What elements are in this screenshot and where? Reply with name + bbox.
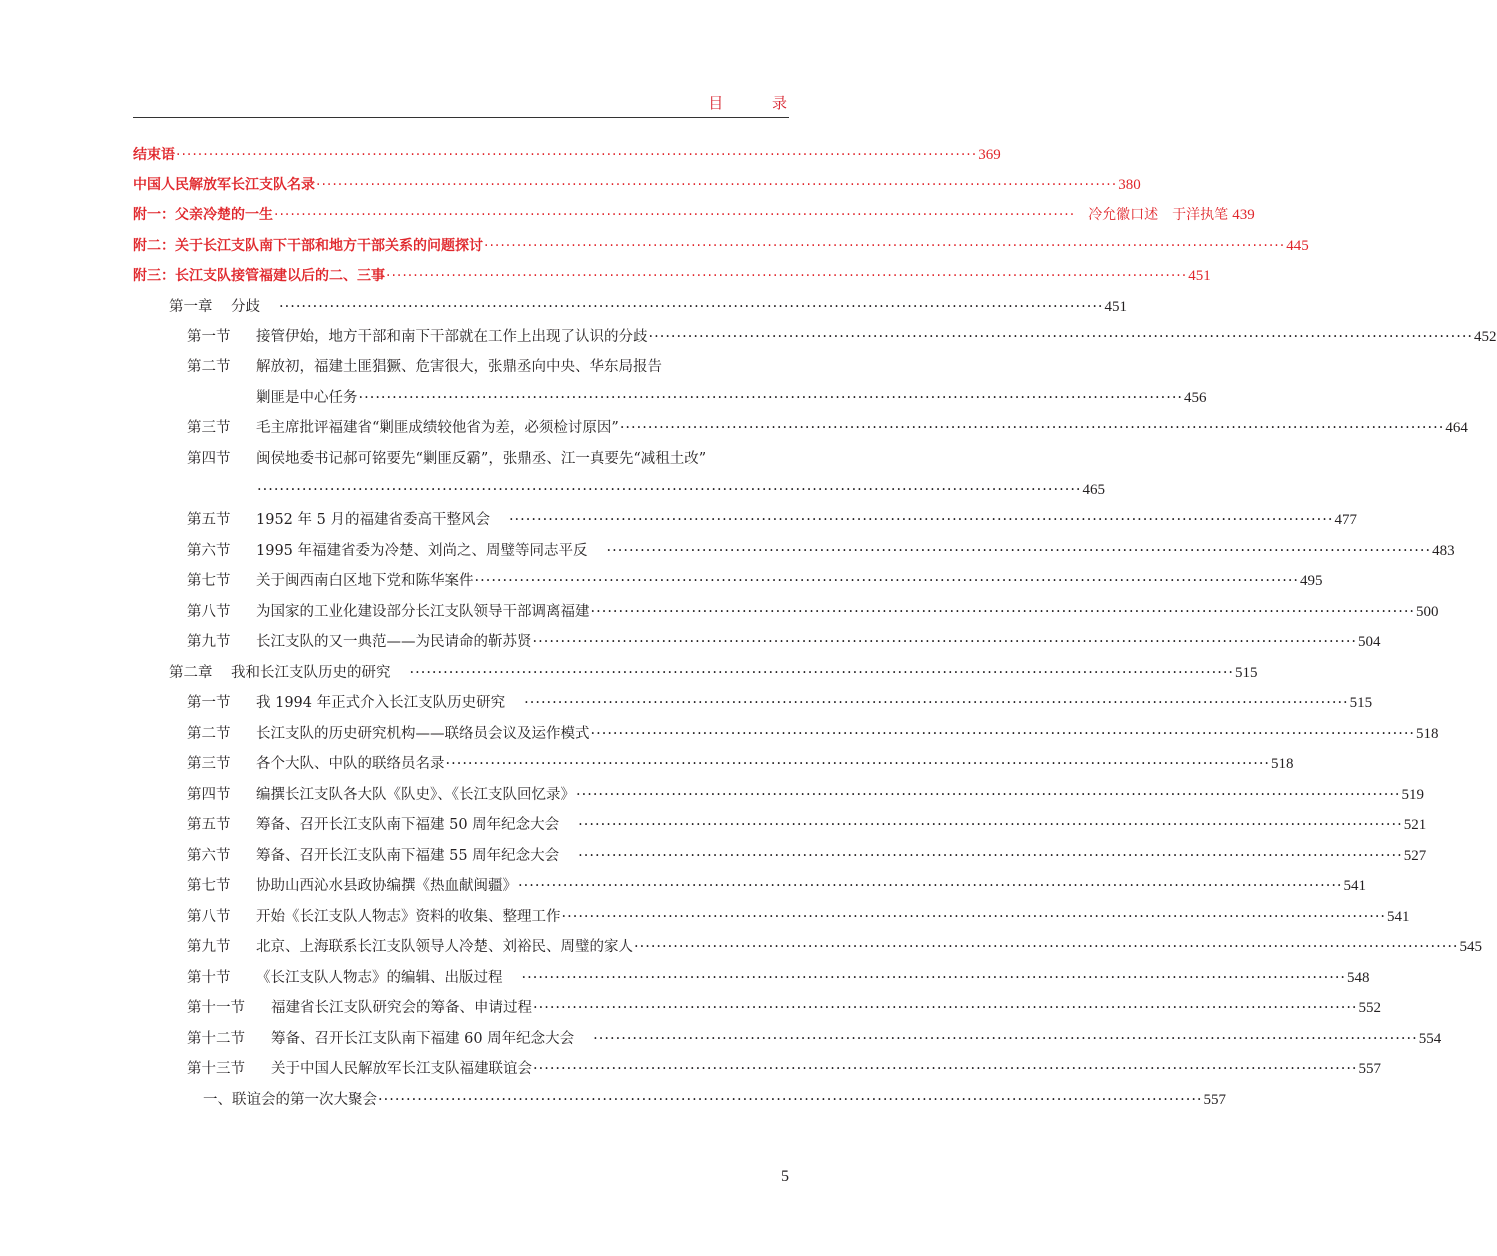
section-number: 第四节 [187, 451, 231, 467]
toc-entry-page: 552 [1358, 1000, 1382, 1016]
toc-section[interactable] [187, 815, 1427, 835]
leader-dots [274, 205, 1075, 225]
toc-section[interactable] [187, 632, 1381, 652]
leader-dots [576, 785, 1401, 805]
section-title: 北京、上海联系长江支队领导人冷楚、刘裕民、周璧的家人 [256, 939, 633, 955]
toc-chapter-1[interactable] [169, 297, 1128, 317]
toc-section[interactable] [187, 449, 789, 469]
section-number: 第四节 [187, 787, 231, 803]
toc-entry-page: 369 [978, 147, 1001, 163]
toc-entry-page: 518 [1271, 756, 1294, 772]
leader-dots [522, 968, 1347, 988]
section-title: 解放初，福建土匪猖獗、危害很大，张鼎丞向中央、华东局报告 [256, 359, 662, 375]
toc-section[interactable] [187, 602, 1439, 622]
section-title: 为国家的工业化建设部分长江支队领导干部调离福建 [256, 604, 590, 620]
toc-entry-page: 519 [1401, 787, 1425, 803]
section-title: 闽侯地委书记郝可铭要先“剿匪反霸”，张鼎丞、江一真要先“减租土改” [256, 451, 707, 467]
leader-dots [533, 1059, 1358, 1079]
toc-entry-page: 495 [1300, 573, 1323, 589]
toc-entry-page: 500 [1416, 604, 1439, 620]
section-title: 毛主席批评福建省“剿匪成绩较他省为差，必须检讨原因” [256, 420, 619, 436]
section-number: 第八节 [187, 604, 231, 620]
leader-dots [578, 846, 1403, 866]
section-number: 第七节 [187, 878, 231, 894]
leader-dots [316, 175, 1117, 195]
toc-entry-page: 515 [1349, 695, 1373, 711]
section-number: 第三节 [187, 420, 231, 436]
toc-entry-appendix-1[interactable] [133, 205, 1255, 225]
section-number: 第三节 [187, 756, 231, 772]
section-title: 编撰长江支队各大队《队史》、《长江支队回忆录》 [256, 787, 575, 803]
leader-dots [279, 297, 1104, 317]
leader-dots [176, 145, 977, 165]
toc-entry-title: 附三：长江支队接管福建以后的二、三事 [133, 268, 385, 284]
toc-entry-page: 451 [1104, 299, 1128, 315]
leader-dots [591, 724, 1416, 744]
toc-entry-page: 451 [1188, 268, 1211, 284]
toc-entry-author: 冷允徽口述 于洋执笔 [1088, 207, 1229, 223]
section-number: 第九节 [187, 634, 231, 650]
toc-section[interactable] [187, 998, 1382, 1018]
toc-entry-page: 380 [1118, 177, 1141, 193]
leader-dots [518, 876, 1343, 896]
section-title: 《长江支队人物志》的编辑、出版过程 [256, 970, 503, 986]
toc-entry-page: 545 [1459, 939, 1483, 955]
section-title: 我 1994 年正式介入长江支队历史研究 [256, 695, 506, 711]
chapter-title: 我和长江支队历史的研究 [231, 665, 391, 681]
leader-dots [649, 327, 1474, 347]
toc-section[interactable] [187, 968, 1370, 988]
toc-entry-page: 452 [1474, 329, 1497, 345]
toc-section[interactable] [187, 876, 1367, 896]
chapter-label: 第一章 [169, 299, 213, 315]
toc-entry-appendix-3[interactable] [133, 266, 1211, 286]
toc-entry-page: 439 [1232, 207, 1255, 223]
section-title: 筹备、召开长江支队南下福建 50 周年纪念大会 [256, 817, 560, 833]
leader-dots [446, 754, 1271, 774]
toc-entry-page: 465 [1082, 482, 1106, 498]
toc-section-continued[interactable] [256, 480, 1106, 500]
chapter-label: 第二章 [169, 665, 213, 681]
section-number: 第十节 [187, 970, 231, 986]
leader-dots [509, 510, 1334, 530]
leader-dots [410, 663, 1235, 683]
leader-dots [257, 480, 1082, 500]
toc-section[interactable] [187, 846, 1427, 866]
toc-section-continued[interactable] [256, 388, 1207, 408]
toc-section[interactable] [187, 693, 1373, 713]
running-header-title: 目 录 [708, 94, 809, 112]
leader-dots [620, 418, 1445, 438]
leader-dots [378, 1090, 1203, 1110]
section-title: 关于闽西南白区地下党和陈华案件 [256, 573, 474, 589]
section-title: 接管伊始，地方干部和南下干部就在工作上出现了认识的分歧 [256, 329, 648, 345]
section-number: 第七节 [187, 573, 231, 589]
toc-subsection[interactable] [203, 1090, 1227, 1110]
toc-entry-page: 504 [1358, 634, 1381, 650]
toc-section[interactable] [187, 1059, 1382, 1079]
toc-entry-page: 557 [1358, 1061, 1382, 1077]
toc-entry-page: 541 [1343, 878, 1367, 894]
toc-chapter-2[interactable] [169, 663, 1258, 683]
toc-section[interactable] [187, 937, 1483, 957]
toc-entry-conclusion[interactable] [133, 145, 1001, 165]
leader-dots [359, 388, 1184, 408]
leader-dots [533, 632, 1358, 652]
leader-dots [475, 571, 1300, 591]
section-title: 开始《长江支队人物志》资料的收集、整理工作 [256, 909, 561, 925]
toc-entry-page: 464 [1445, 420, 1468, 436]
leader-dots [524, 693, 1349, 713]
toc-entry-page: 541 [1387, 909, 1410, 925]
toc-entry-page: 521 [1403, 817, 1427, 833]
toc-section[interactable] [187, 327, 1497, 347]
leader-dots [591, 602, 1416, 622]
section-title: 筹备、召开长江支队南下福建 60 周年纪念大会 [271, 1031, 575, 1047]
toc-entry-page: 456 [1184, 390, 1207, 406]
leader-dots [578, 815, 1403, 835]
toc-section[interactable] [187, 724, 1439, 744]
section-number: 第六节 [187, 543, 231, 559]
toc-section[interactable] [187, 785, 1425, 805]
toc-entry-page: 445 [1286, 238, 1309, 254]
chapter-title: 分歧 [231, 299, 260, 315]
section-number: 第八节 [187, 909, 231, 925]
toc-entry-title: 附二：关于长江支队南下干部和地方干部关系的问题探讨 [133, 238, 483, 254]
toc-entry-roster[interactable] [133, 175, 1141, 195]
toc-entry-appendix-2[interactable] [133, 236, 1309, 256]
section-number: 第十二节 [187, 1031, 245, 1047]
leader-dots [607, 541, 1432, 561]
section-title: 关于中国人民解放军长江支队福建联谊会 [271, 1061, 532, 1077]
toc-entry-page: 477 [1334, 512, 1357, 528]
section-number: 第五节 [187, 817, 231, 833]
toc-section[interactable] [187, 571, 1323, 591]
leader-dots [386, 266, 1187, 286]
toc-entry-page: 548 [1347, 970, 1370, 986]
toc-entry-page: 515 [1235, 665, 1258, 681]
leader-dots [562, 907, 1387, 927]
section-title-continued: 剿匪是中心任务 [256, 390, 358, 406]
section-number: 第二节 [187, 726, 231, 742]
toc-section[interactable] [187, 1029, 1442, 1049]
toc-section[interactable] [187, 907, 1410, 927]
toc-entry-page: 483 [1432, 543, 1455, 559]
toc-entry-page: 557 [1203, 1092, 1227, 1108]
toc-entry-title: 中国人民解放军长江支队名录 [133, 177, 315, 193]
section-number: 第九节 [187, 939, 231, 955]
leader-dots [484, 236, 1285, 256]
leader-dots [634, 937, 1459, 957]
section-title: 各个大队、中队的联络员名录 [256, 756, 445, 772]
section-title: 长江支队的又一典范——为民请命的靳苏贤 [256, 634, 532, 650]
leader-dots [593, 1029, 1418, 1049]
toc-entry-title: 附一：父亲冷楚的一生 [133, 207, 273, 223]
section-number: 第十三节 [187, 1061, 245, 1077]
section-number: 第一节 [187, 329, 231, 345]
section-number: 第二节 [187, 359, 231, 375]
section-number: 第一节 [187, 695, 231, 711]
section-number: 第六节 [187, 848, 231, 864]
section-title: 1995 年福建省委为冷楚、刘尚之、周璧等同志平反 [256, 543, 588, 559]
section-title: 协助山西沁水县政协编撰《热血献闽疆》 [256, 878, 517, 894]
section-number: 第十一节 [187, 1000, 245, 1016]
subsection-title: 一、联谊会的第一次大聚会 [203, 1092, 377, 1108]
toc-section[interactable] [187, 510, 1357, 530]
toc-entry-page: 554 [1418, 1031, 1442, 1047]
section-number: 第五节 [187, 512, 231, 528]
page-number: 5 [781, 1168, 789, 1185]
toc-section[interactable] [187, 357, 789, 377]
section-title: 福建省长江支队研究会的筹备、申请过程 [271, 1000, 532, 1016]
section-title: 1952 年 5 月的福建省委高干整风会 [256, 512, 490, 528]
section-title: 筹备、召开长江支队南下福建 55 周年纪念大会 [256, 848, 560, 864]
leader-dots [533, 998, 1358, 1018]
toc-section[interactable] [187, 754, 1294, 774]
toc-entry-page: 518 [1416, 726, 1439, 742]
toc-entry-page: 527 [1403, 848, 1427, 864]
toc-entry-title: 结束语 [133, 147, 175, 163]
section-title: 长江支队的历史研究机构——联络员会议及运作模式 [256, 726, 590, 742]
toc-section[interactable] [187, 418, 1468, 438]
header-rule [133, 117, 789, 118]
toc-section[interactable] [187, 541, 1455, 561]
